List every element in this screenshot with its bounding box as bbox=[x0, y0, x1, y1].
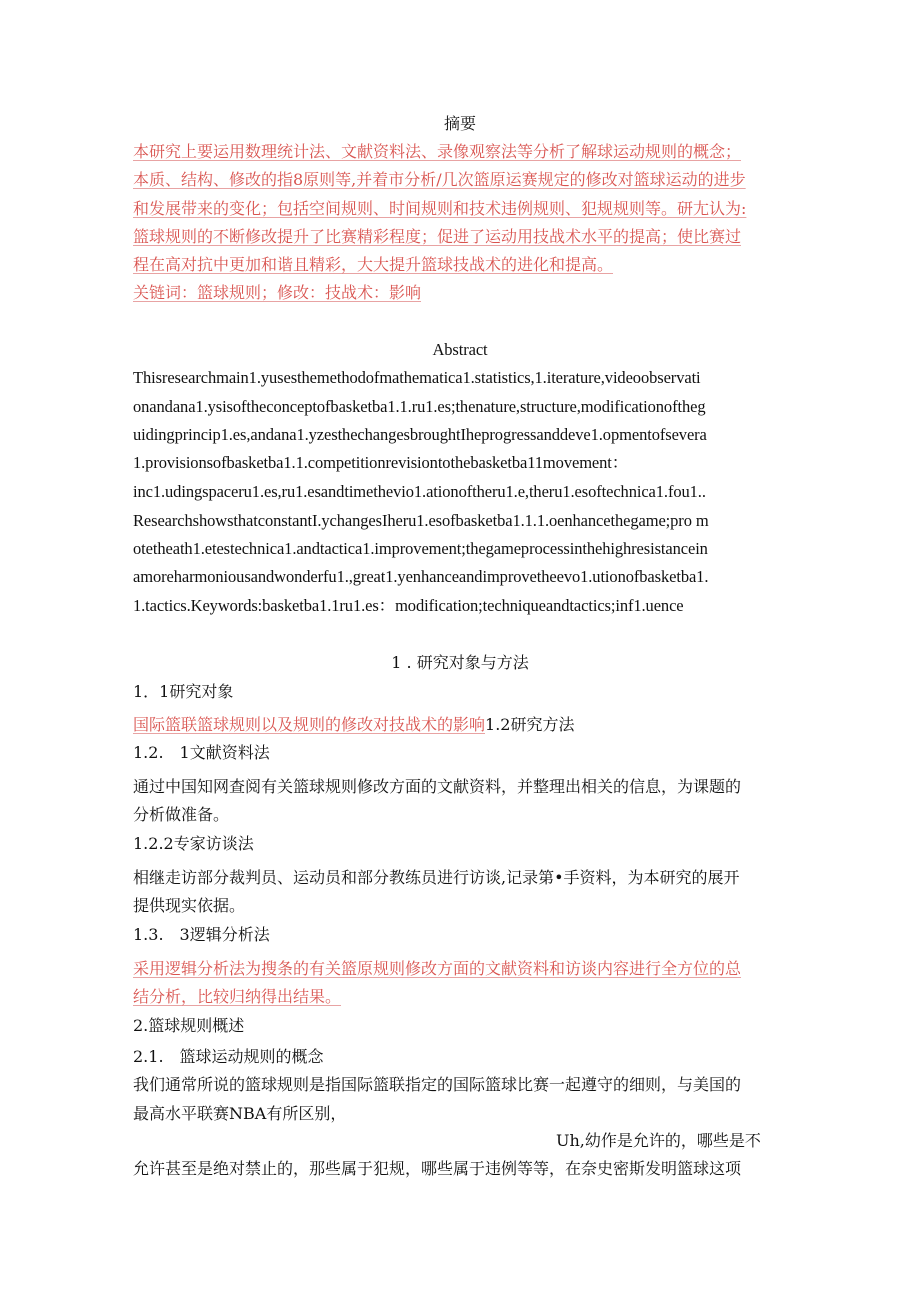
abstract-en-line: 1.tactics.Keywords:basketba1.1ru1.es：modification;techniqueandtactics;inf1.uence bbox=[133, 596, 684, 615]
abstract-en-line: amoreharmoniousandwonderfu1.,great1.yenhanceandimprovetheevo1.utionofbasketba1. bbox=[133, 567, 709, 586]
method3-title: 1.3. 3逻辑分析法 bbox=[133, 925, 270, 944]
abstract-en-line: uidingprincip1.es,andana1.yzesthechangesbroughtIheprogressanddeve1.opmentofsevera bbox=[133, 425, 707, 444]
section2-text: 允许甚至是绝对禁止的，那些属于犯规，哪些属于违例等等，在奈史密斯发明篮球这项 bbox=[133, 1159, 742, 1178]
section2-sub1: 2.1. 篮球运动规则的概念 bbox=[133, 1047, 324, 1066]
abstract-cn-line: 本质、结构、修改的指8原则等,并着市分析/几次篮原运赛规定的修改对篮球运动的进步 bbox=[133, 170, 746, 189]
keywords-cn: 关链词：篮球规则；修改：技战术：影响 bbox=[133, 283, 422, 302]
research-object-text: 国际篮联篮球规则以及规则的修改对技战术的影响 bbox=[133, 715, 486, 734]
section2-text: 我们通常所说的篮球规则是指国际篮联指定的国际篮球比赛一起遵守的细则，与美国的 bbox=[133, 1075, 742, 1094]
abstract-cn-line: 篮球规则的不断修改提升了比赛精彩程度；促进了运动用技战术水平的提高；使比赛过 bbox=[133, 227, 742, 246]
method1-title: 1.2. 1文献资料法 bbox=[133, 743, 270, 762]
section2-heading: 2.篮球规则概述 bbox=[133, 1016, 245, 1035]
abstract-en-line: Thisresearchmain1.yusesthemethodofmathematica1.statistics,1.iterature,videoobservati bbox=[133, 368, 701, 387]
abstract-en-line: 1.provisionsofbasketba1.1.competitionrevisiontothebasketba11movement： bbox=[133, 453, 629, 472]
method1-text: 分析做准备。 bbox=[133, 805, 230, 824]
section1-heading: 1 . 研究对象与方法 bbox=[391, 653, 529, 672]
method2-text: 相继走访部分裁判员、运动员和部分教练员进行访谈,记录第•手资料，为本研究的展开 bbox=[133, 868, 740, 887]
methods-heading: 1.2研究方法 bbox=[485, 715, 575, 734]
method1-text: 通过中国知网查阅有关篮球规则修改方面的文献资料，并整理出相关的信息，为课题的 bbox=[133, 777, 742, 796]
abstract-en-line: otetheath1.etestechnica1.andtactica1.improvement;thegameprocessinthehighresistancein bbox=[133, 539, 708, 558]
abstract-en-line: inc1.udingspaceru1.es,ru1.esandtimethevio1.ationoftheru1.e,theru1.esoftechnica1.fou1.. bbox=[133, 482, 706, 501]
method3-text: 采用逻辑分析法为搜条的有关篮原规则修改方面的文献资料和访谈内容进行全方位的总 bbox=[133, 959, 742, 978]
section2-right-fragment: Uh,幼作是允许的，哪些是不 bbox=[556, 1131, 761, 1150]
abstract-cn-line: 程在高对抗中更加和谐且精彩，大大提升篮球技战术的进化和提高。 bbox=[133, 255, 614, 274]
method2-title: 1.2.2专家访谈法 bbox=[133, 834, 254, 853]
research-object-line bbox=[133, 714, 574, 736]
abstract-en-line: ResearchshowsthatconstantI.ychangesIheru1.esofbasketba1.1.1.oenhancethegame;pro m bbox=[133, 511, 709, 530]
abstract-cn-line: 和发展带来的变化；包括空间规则、时间规则和技术违例规则、犯规规则等。研尢认为: bbox=[133, 199, 747, 218]
abstract-cn-heading: 摘要 bbox=[443, 114, 476, 133]
method3-text: 结分析，比较归纳得出结果。 bbox=[133, 987, 342, 1006]
abstract-cn-line: 本研究上要运用数理统计法、文献资料法、录像观察法等分析了解球运动规则的概念； bbox=[133, 142, 742, 161]
method2-text: 提供现实依据。 bbox=[133, 896, 246, 915]
section1-sub1: 1．1研究对象 bbox=[133, 682, 234, 701]
abstract-en-heading: Abstract bbox=[432, 340, 488, 359]
section2-text: 最高水平联赛NBA有所区别， bbox=[133, 1104, 347, 1123]
abstract-en-line: onandana1.ysisoftheconceptofbasketba1.1.ru1.es;thenature,structure,modificationoftheg bbox=[133, 397, 706, 416]
